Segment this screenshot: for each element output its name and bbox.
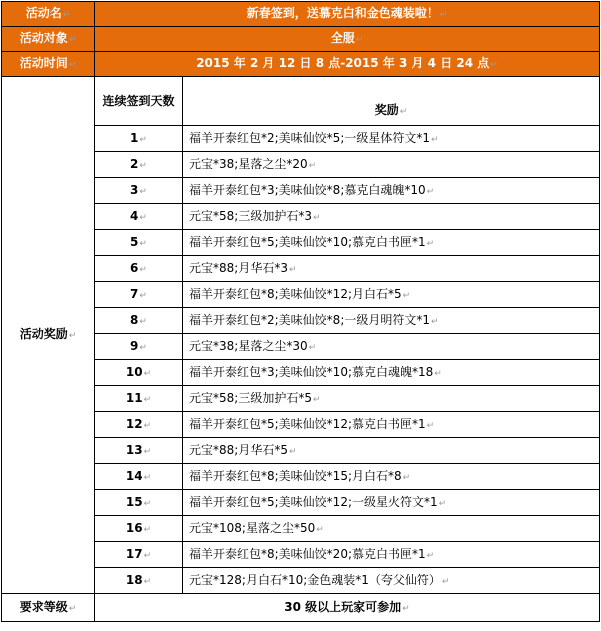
reward-cell: 福羊开泰红包*2;美味仙饺*5;一级星体符文*1↵	[183, 126, 600, 152]
reward-header: 奖励↵	[183, 77, 600, 126]
event-table-body	[2, 2, 600, 622]
day-cell: 5↵	[95, 230, 183, 256]
day-cell: 17↵	[95, 542, 183, 568]
rewards-label: 活动奖励↵	[2, 77, 95, 594]
day-cell: 6↵	[95, 256, 183, 282]
reward-cell: 元宝*128;月白石*10;金色魂装*1（夸父仙符）↵	[183, 568, 600, 594]
day-cell: 12↵	[95, 412, 183, 438]
day-cell: 4↵	[95, 204, 183, 230]
reward-cell: 元宝*38;星落之尘*30↵	[183, 334, 600, 360]
reward-cell: 元宝*88;月华石*5↵	[183, 438, 600, 464]
reward-cell: 元宝*58;三级加护石*3↵	[183, 204, 600, 230]
event-name-label: 活动名↵	[2, 2, 95, 27]
reward-cell: 福羊开泰红包*8;美味仙饺*20;慕克白书匣*1↵	[183, 542, 600, 568]
reward-cell: 福羊开泰红包*3;美味仙饺*10;慕克白魂魄*18↵	[183, 360, 600, 386]
event-table	[1, 1, 600, 622]
reward-cell: 福羊开泰红包*8;美味仙饺*15;月白石*8↵	[183, 464, 600, 490]
level-label: 要求等级↵	[2, 594, 95, 622]
reward-cell: 元宝*58;三级加护石*5↵	[183, 386, 600, 412]
day-cell: 16↵	[95, 516, 183, 542]
reward-cell: 元宝*38;星落之尘*20↵	[183, 152, 600, 178]
reward-cell: 元宝*88;月华石*3↵	[183, 256, 600, 282]
reward-cell: 元宝*108;星落之尘*50↵	[183, 516, 600, 542]
day-cell: 1↵	[95, 126, 183, 152]
day-cell: 9↵	[95, 334, 183, 360]
reward-cell: 福羊开泰红包*5;美味仙饺*10;慕克白书匣*1↵	[183, 230, 600, 256]
time-label: 活动时间↵	[2, 52, 95, 77]
day-cell: 15↵	[95, 490, 183, 516]
time-row	[2, 52, 600, 77]
day-cell: 7↵	[95, 282, 183, 308]
target-value: 全服↵	[95, 27, 600, 52]
reward-header-row	[2, 77, 600, 126]
target-label: 活动对象↵	[2, 27, 95, 52]
day-cell: 10↵	[95, 360, 183, 386]
reward-cell: 福羊开泰红包*2;美味仙饺*8;一级月明符文*1↵	[183, 308, 600, 334]
reward-cell: 福羊开泰红包*8;美味仙饺*12;月白石*5↵	[183, 282, 600, 308]
level-row	[2, 594, 600, 622]
day-cell: 14↵	[95, 464, 183, 490]
day-cell: 2↵	[95, 152, 183, 178]
level-value: 30 级以上玩家可参加↵	[95, 594, 600, 622]
day-cell: 18↵	[95, 568, 183, 594]
day-cell: 13↵	[95, 438, 183, 464]
event-name-row	[2, 2, 600, 27]
time-value: 2015 年 2 月 12 日 8 点-2015 年 3 月 4 日 24 点↵	[95, 52, 600, 77]
day-cell: 11↵	[95, 386, 183, 412]
day-header: 连续签到天数	[95, 77, 183, 126]
event-name-value: 新春签到，送慕克白和金色魂装啦！↵	[95, 2, 600, 27]
target-row	[2, 27, 600, 52]
day-cell: 3↵	[95, 178, 183, 204]
reward-cell: 福羊开泰红包*3;美味仙饺*8;慕克白魂魄*10↵	[183, 178, 600, 204]
reward-cell: 福羊开泰红包*5;美味仙饺*12;一级星火符文*1↵	[183, 490, 600, 516]
day-cell: 8↵	[95, 308, 183, 334]
reward-cell: 福羊开泰红包*5;美味仙饺*12;慕克白书匣*1↵	[183, 412, 600, 438]
